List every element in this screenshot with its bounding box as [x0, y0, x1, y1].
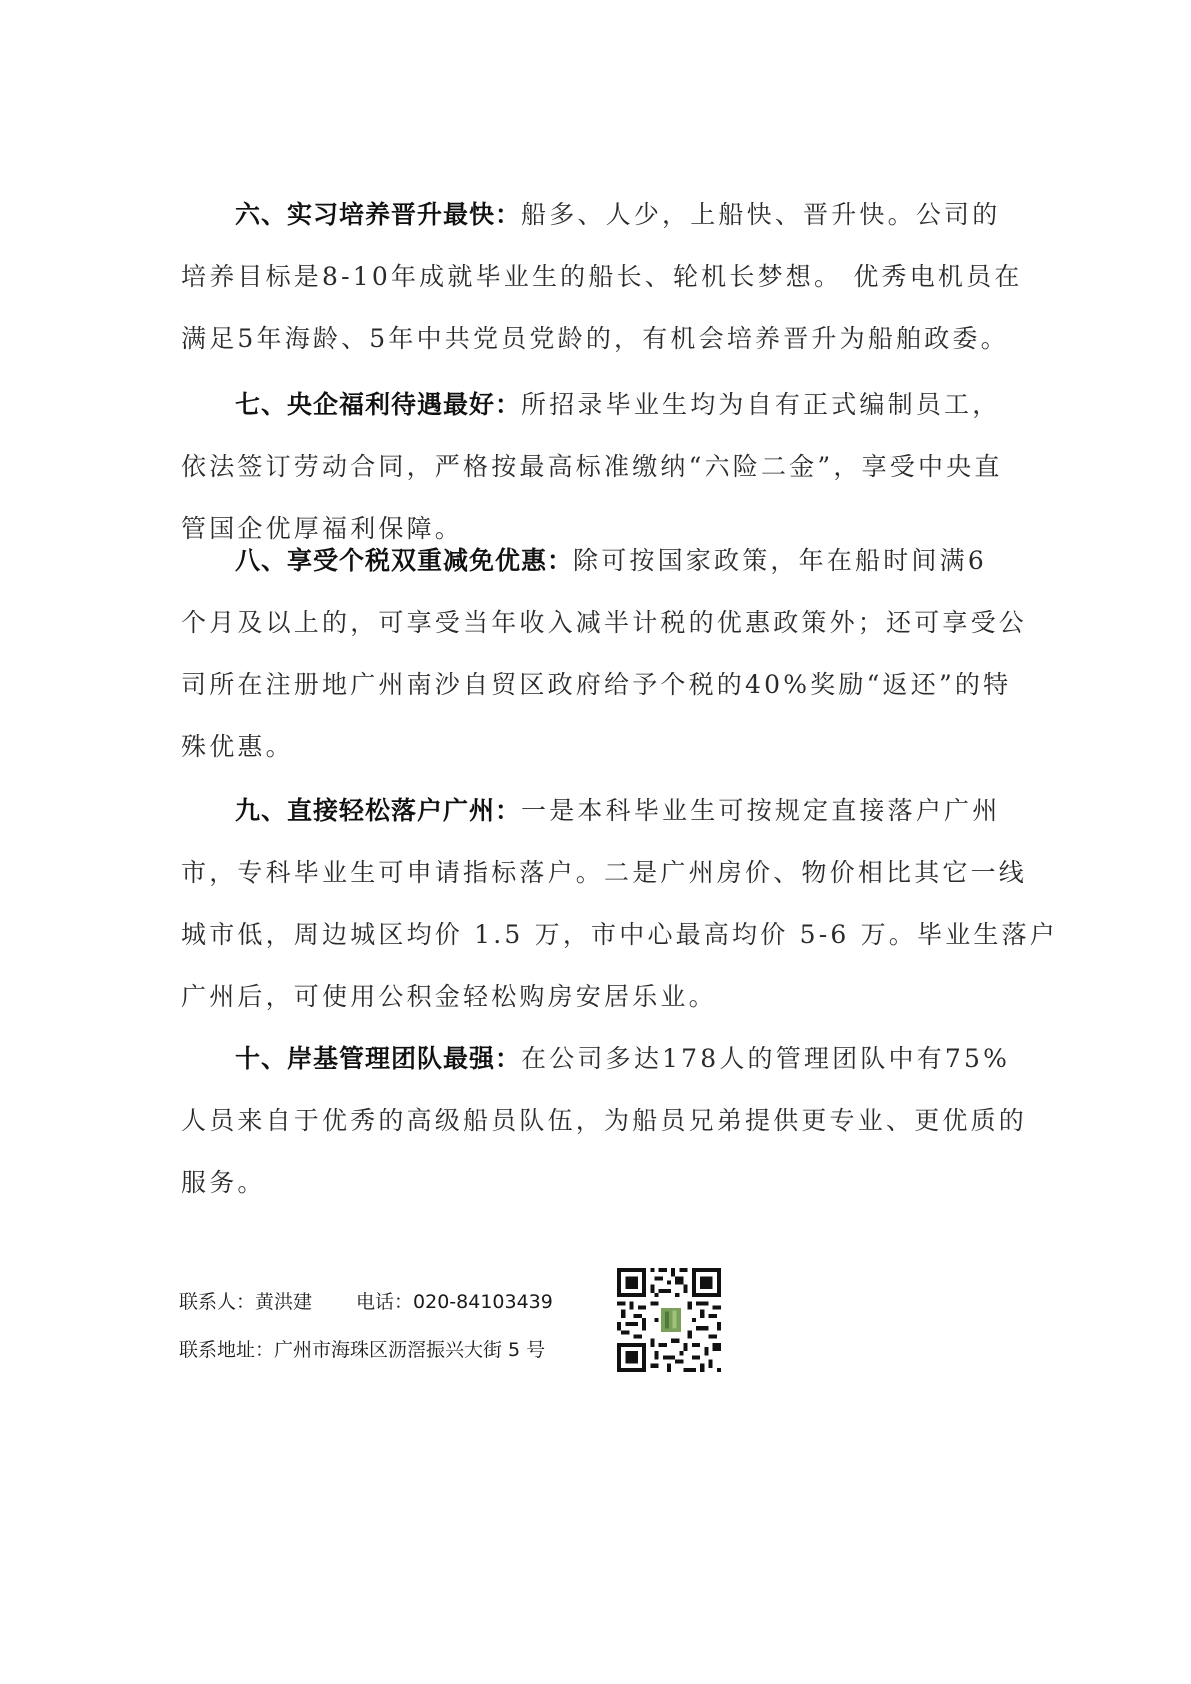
section-first-line: [181, 530, 1011, 592]
section-first-line: [181, 780, 1011, 842]
section-text: 管国企优厚福利保障。: [181, 514, 464, 543]
section-text: 服务。: [181, 1168, 266, 1197]
section-text: 人员来自于优秀的高级船员队伍，为船员兄弟提供更专业、更优质的: [181, 1106, 1028, 1135]
section-text: 依法签订劳动合同，严格按最高标准缴纳“六险二金”，享受中央直: [181, 452, 1003, 481]
section-first-line: [181, 184, 1011, 246]
section-text: 司所在注册地广州南沙自贸区政府给予个税的40%奖励“返还”的特: [181, 670, 1012, 699]
qr-code-icon: [617, 1268, 721, 1372]
section-text: 城市低，周边城区均价 1.5 万，市中心最高均价 5-6 万。毕业生落户: [181, 920, 1059, 949]
section-first-line: [181, 374, 1011, 436]
section-text: 个月及以上的，可享受当年收入减半计税的优惠政策外；还可享受公: [181, 608, 1028, 637]
section-heading: 八、享受个税双重减免优惠：: [235, 546, 574, 575]
section-hukou-guangzhou: [181, 780, 1059, 1028]
section-management-team: [181, 1028, 1028, 1214]
section-text: 培养目标是8-10年成就毕业生的船长、轮机长梦想。 优秀电机员在: [181, 262, 1023, 291]
section-text: 满足5年海龄、5年中共党员党龄的，有机会培养晋升为船舶政委。: [181, 324, 1009, 353]
section-first-line: [181, 1028, 1011, 1090]
section-text: 除可按国家政策，年在船时间满6: [573, 546, 987, 575]
section-text: 一是本科毕业生可按规定直接落户广州: [521, 796, 1001, 825]
contact-phone: 电话：020-84103439: [356, 1291, 553, 1313]
section-heading: 六、实习培养晋升最快：: [235, 200, 522, 229]
section-text: 殊优惠。: [181, 732, 294, 761]
section-text: 在公司多达178人的管理团队中有75%: [521, 1044, 1011, 1073]
contact-person: 联系人：黄洪建: [179, 1291, 313, 1313]
section-text: 市，专科毕业生可申请指标落户。二是广州房价、物价相比其它一线: [181, 858, 1028, 887]
section-text: 广州后，可使用公积金轻松购房安居乐业。: [181, 982, 717, 1011]
section-text: 所招录毕业生均为自有正式编制员工，: [521, 390, 1001, 419]
section-internship-promotion: [181, 184, 1023, 370]
section-heading: 九、直接轻松落户广州：: [235, 796, 522, 825]
section-text: 船多、人少，上船快、晋升快。公司的: [521, 200, 1001, 229]
contact-person-phone: [179, 1287, 553, 1314]
section-heading: 十、岸基管理团队最强：: [235, 1044, 522, 1073]
section-heading: 七、央企福利待遇最好：: [235, 390, 522, 419]
contact-address: 联系地址：广州市海珠区沥滘振兴大街 5 号: [179, 1339, 546, 1361]
section-tax-relief: [181, 530, 1028, 778]
